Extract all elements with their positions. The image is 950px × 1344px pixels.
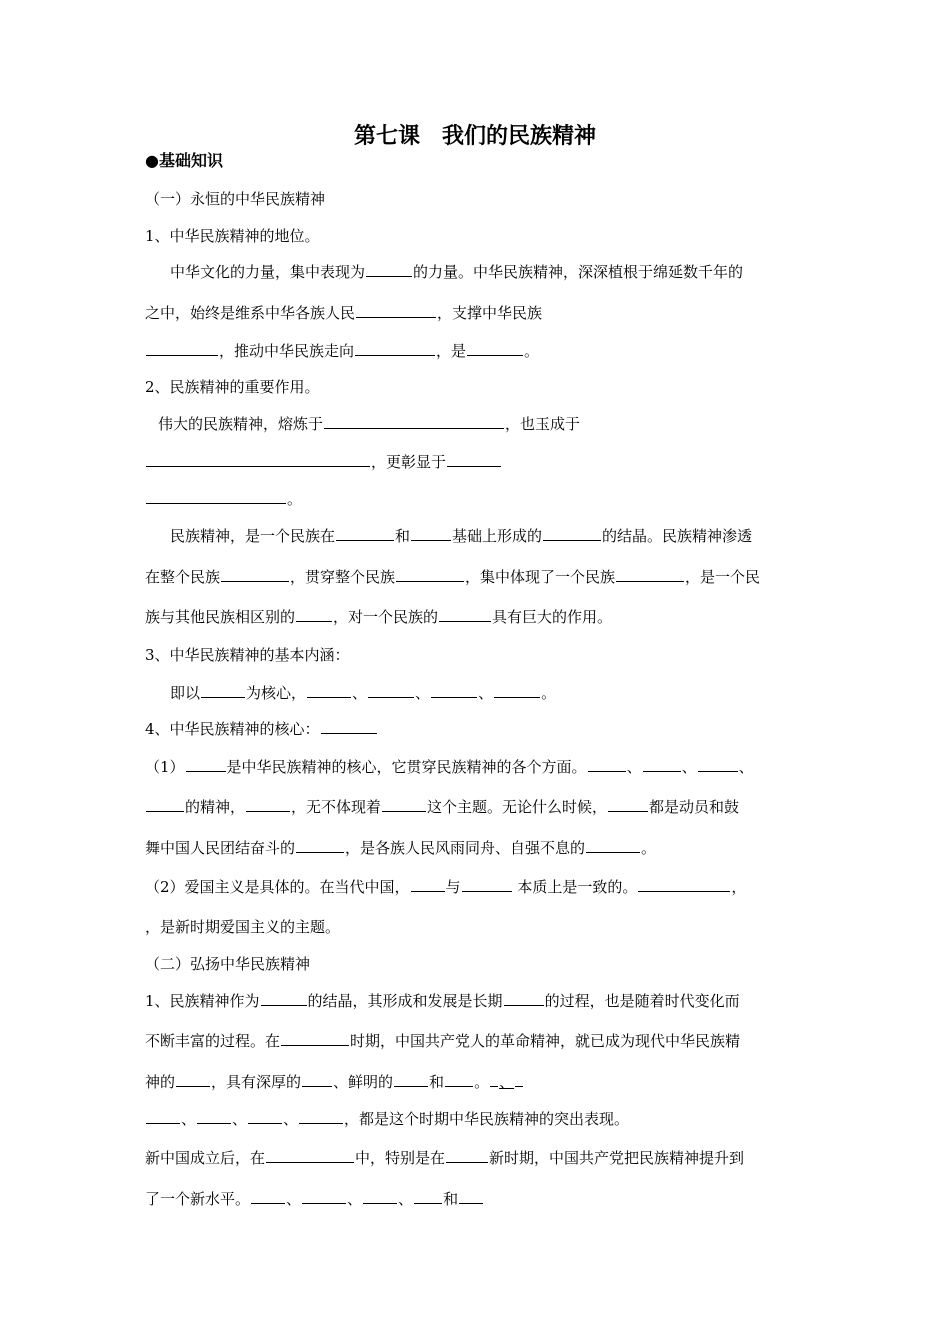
- fill-blank[interactable]: [467, 340, 523, 356]
- fill-blank[interactable]: [355, 340, 435, 356]
- fill-blank[interactable]: [643, 756, 681, 772]
- fill-blank[interactable]: [299, 1108, 343, 1124]
- fill-blank[interactable]: [445, 1071, 473, 1087]
- fill-blank[interactable]: [396, 566, 464, 582]
- paragraph-5: ，更彰显于: [145, 451, 502, 473]
- paragraph-20: 新中国成立后，在 中，特别是在 新时期，中国共产党把民族精神提升到: [145, 1149, 745, 1167]
- fill-blank[interactable]: [504, 990, 544, 1006]
- fill-blank[interactable]: [414, 1188, 442, 1204]
- fill-blank[interactable]: [411, 525, 451, 541]
- fill-blank[interactable]: [447, 451, 501, 467]
- section-heading-basic: ●基础知识: [145, 151, 223, 170]
- fill-blank[interactable]: [411, 876, 445, 892]
- paragraph-16: 1、民族精神作为 的结晶，其形成和发展是长期 的过程，也是随着时代变化而: [145, 992, 740, 1010]
- paragraph-9: 族与其他民族相区别的 ，对一个民族的 具有巨大的作用。: [145, 608, 613, 626]
- fill-blank[interactable]: [281, 1030, 349, 1046]
- fill-blank[interactable]: [146, 340, 218, 356]
- lesson-title: 第七课 我们的民族精神: [353, 124, 596, 149]
- paragraph-14: （2）爱国主义是具体的。在当代中国， 与 本质上是一致的。 ，: [145, 878, 747, 896]
- fill-blank[interactable]: [494, 682, 540, 698]
- fill-blank[interactable]: [515, 1071, 523, 1087]
- fill-blank[interactable]: [251, 1188, 285, 1204]
- paragraph-q4: 4、中华民族精神的核心：: [145, 718, 378, 740]
- question-3: 3、中华民族精神的基本内涵：: [145, 646, 350, 664]
- fill-blank[interactable]: [321, 718, 377, 734]
- paragraph-15: ，是新时期爱国主义的主题。: [145, 918, 341, 936]
- fill-blank[interactable]: [302, 1071, 332, 1087]
- paragraph-2: 之中，始终是维系中华各族人民 ，支撑中华民族: [145, 304, 543, 322]
- part-heading-1: （一）永恒的中华民族精神: [145, 190, 326, 208]
- paragraph-1: 中华文化的力量，集中表现为 的力量。中华民族精神，深深植根于绵延数千年的: [170, 263, 744, 281]
- fill-blank[interactable]: [197, 1108, 231, 1124]
- paragraph-7: 民族精神，是一个民族在 和 基础上形成的 的结晶。民族精神渗透: [170, 527, 753, 545]
- fill-blank[interactable]: [459, 1188, 483, 1204]
- paragraph-18: 神的 ，具有深厚的 、鲜明的 和 。 、: [145, 1071, 524, 1093]
- paragraph-6: 。: [145, 488, 302, 510]
- fill-blank[interactable]: [186, 756, 226, 772]
- fill-blank[interactable]: [176, 1071, 210, 1087]
- fill-blank[interactable]: [608, 796, 648, 812]
- question-2: 2、民族精神的重要作用。: [145, 378, 320, 396]
- fill-blank[interactable]: [616, 566, 684, 582]
- fill-blank[interactable]: [336, 525, 394, 541]
- question-1: 1、中华民族精神的地位。: [145, 227, 320, 245]
- paragraph-19: 、 、 、 ，都是这个时期中华民族精神的突出表现。: [145, 1108, 629, 1130]
- fill-blank[interactable]: [356, 302, 436, 318]
- fill-blank[interactable]: [638, 876, 730, 892]
- fill-blank[interactable]: [462, 876, 512, 892]
- fill-blank[interactable]: [307, 682, 351, 698]
- paragraph-3: ，推动中华民族走向 ，是 。: [145, 340, 539, 362]
- fill-blank[interactable]: [382, 796, 426, 812]
- fill-blank[interactable]: [248, 1108, 282, 1124]
- fill-blank[interactable]: [586, 837, 640, 853]
- fill-blank[interactable]: [221, 566, 289, 582]
- fill-blank[interactable]: [302, 1188, 346, 1204]
- fill-blank[interactable]: [431, 682, 477, 698]
- fill-blank[interactable]: [366, 261, 412, 277]
- fill-blank[interactable]: [266, 1147, 354, 1163]
- fill-blank[interactable]: [146, 488, 286, 504]
- fill-blank[interactable]: [394, 1071, 428, 1087]
- fill-blank[interactable]: [201, 682, 245, 698]
- fill-blank[interactable]: [246, 796, 290, 812]
- fill-blank[interactable]: [543, 525, 601, 541]
- fill-blank[interactable]: [296, 837, 344, 853]
- fill-blank[interactable]: [146, 1108, 180, 1124]
- fill-blank[interactable]: [296, 606, 332, 622]
- fill-blank[interactable]: [146, 796, 184, 812]
- paragraph-11: （1） 是中华民族精神的核心，它贯穿民族精神的各个方面。 、 、 、: [145, 758, 754, 776]
- fill-blank[interactable]: [261, 990, 307, 1006]
- fill-blank[interactable]: [368, 682, 414, 698]
- fill-blank[interactable]: [439, 606, 491, 622]
- fill-blank[interactable]: [446, 1147, 488, 1163]
- fill-blank[interactable]: [698, 756, 738, 772]
- fill-blank[interactable]: [588, 756, 626, 772]
- fill-blank[interactable]: [324, 413, 504, 429]
- paragraph-4: 伟大的民族精神，熔炼于 ，也玉成于: [158, 415, 581, 433]
- paragraph-8: 在整个民族 ，贯穿整个民族 ，集中体现了一个民族 ，是一个民: [145, 568, 761, 586]
- paragraph-13: 舞中国人民团结奋斗的 ，是各族人民风雨同舟、自强不息的 。: [145, 839, 657, 857]
- paragraph-12: 的精神， ，无不体现着 这个主题。无论什么时候， 都是动员和鼓: [145, 796, 739, 818]
- paragraph-21: 了一个新水平。 、 、 、 和: [145, 1188, 484, 1210]
- fill-blank[interactable]: [363, 1188, 397, 1204]
- paragraph-17: 不断丰富的过程。在 时期，中国共产党人的革命精神，就已成为现代中华民族精: [145, 1032, 741, 1050]
- fill-blank[interactable]: [146, 451, 370, 467]
- fill-blank[interactable]: [490, 1071, 498, 1087]
- paragraph-10: 即以 为核心， 、 、 、 。: [170, 684, 557, 702]
- part-heading-2: （二）弘扬中华民族精神: [145, 955, 311, 973]
